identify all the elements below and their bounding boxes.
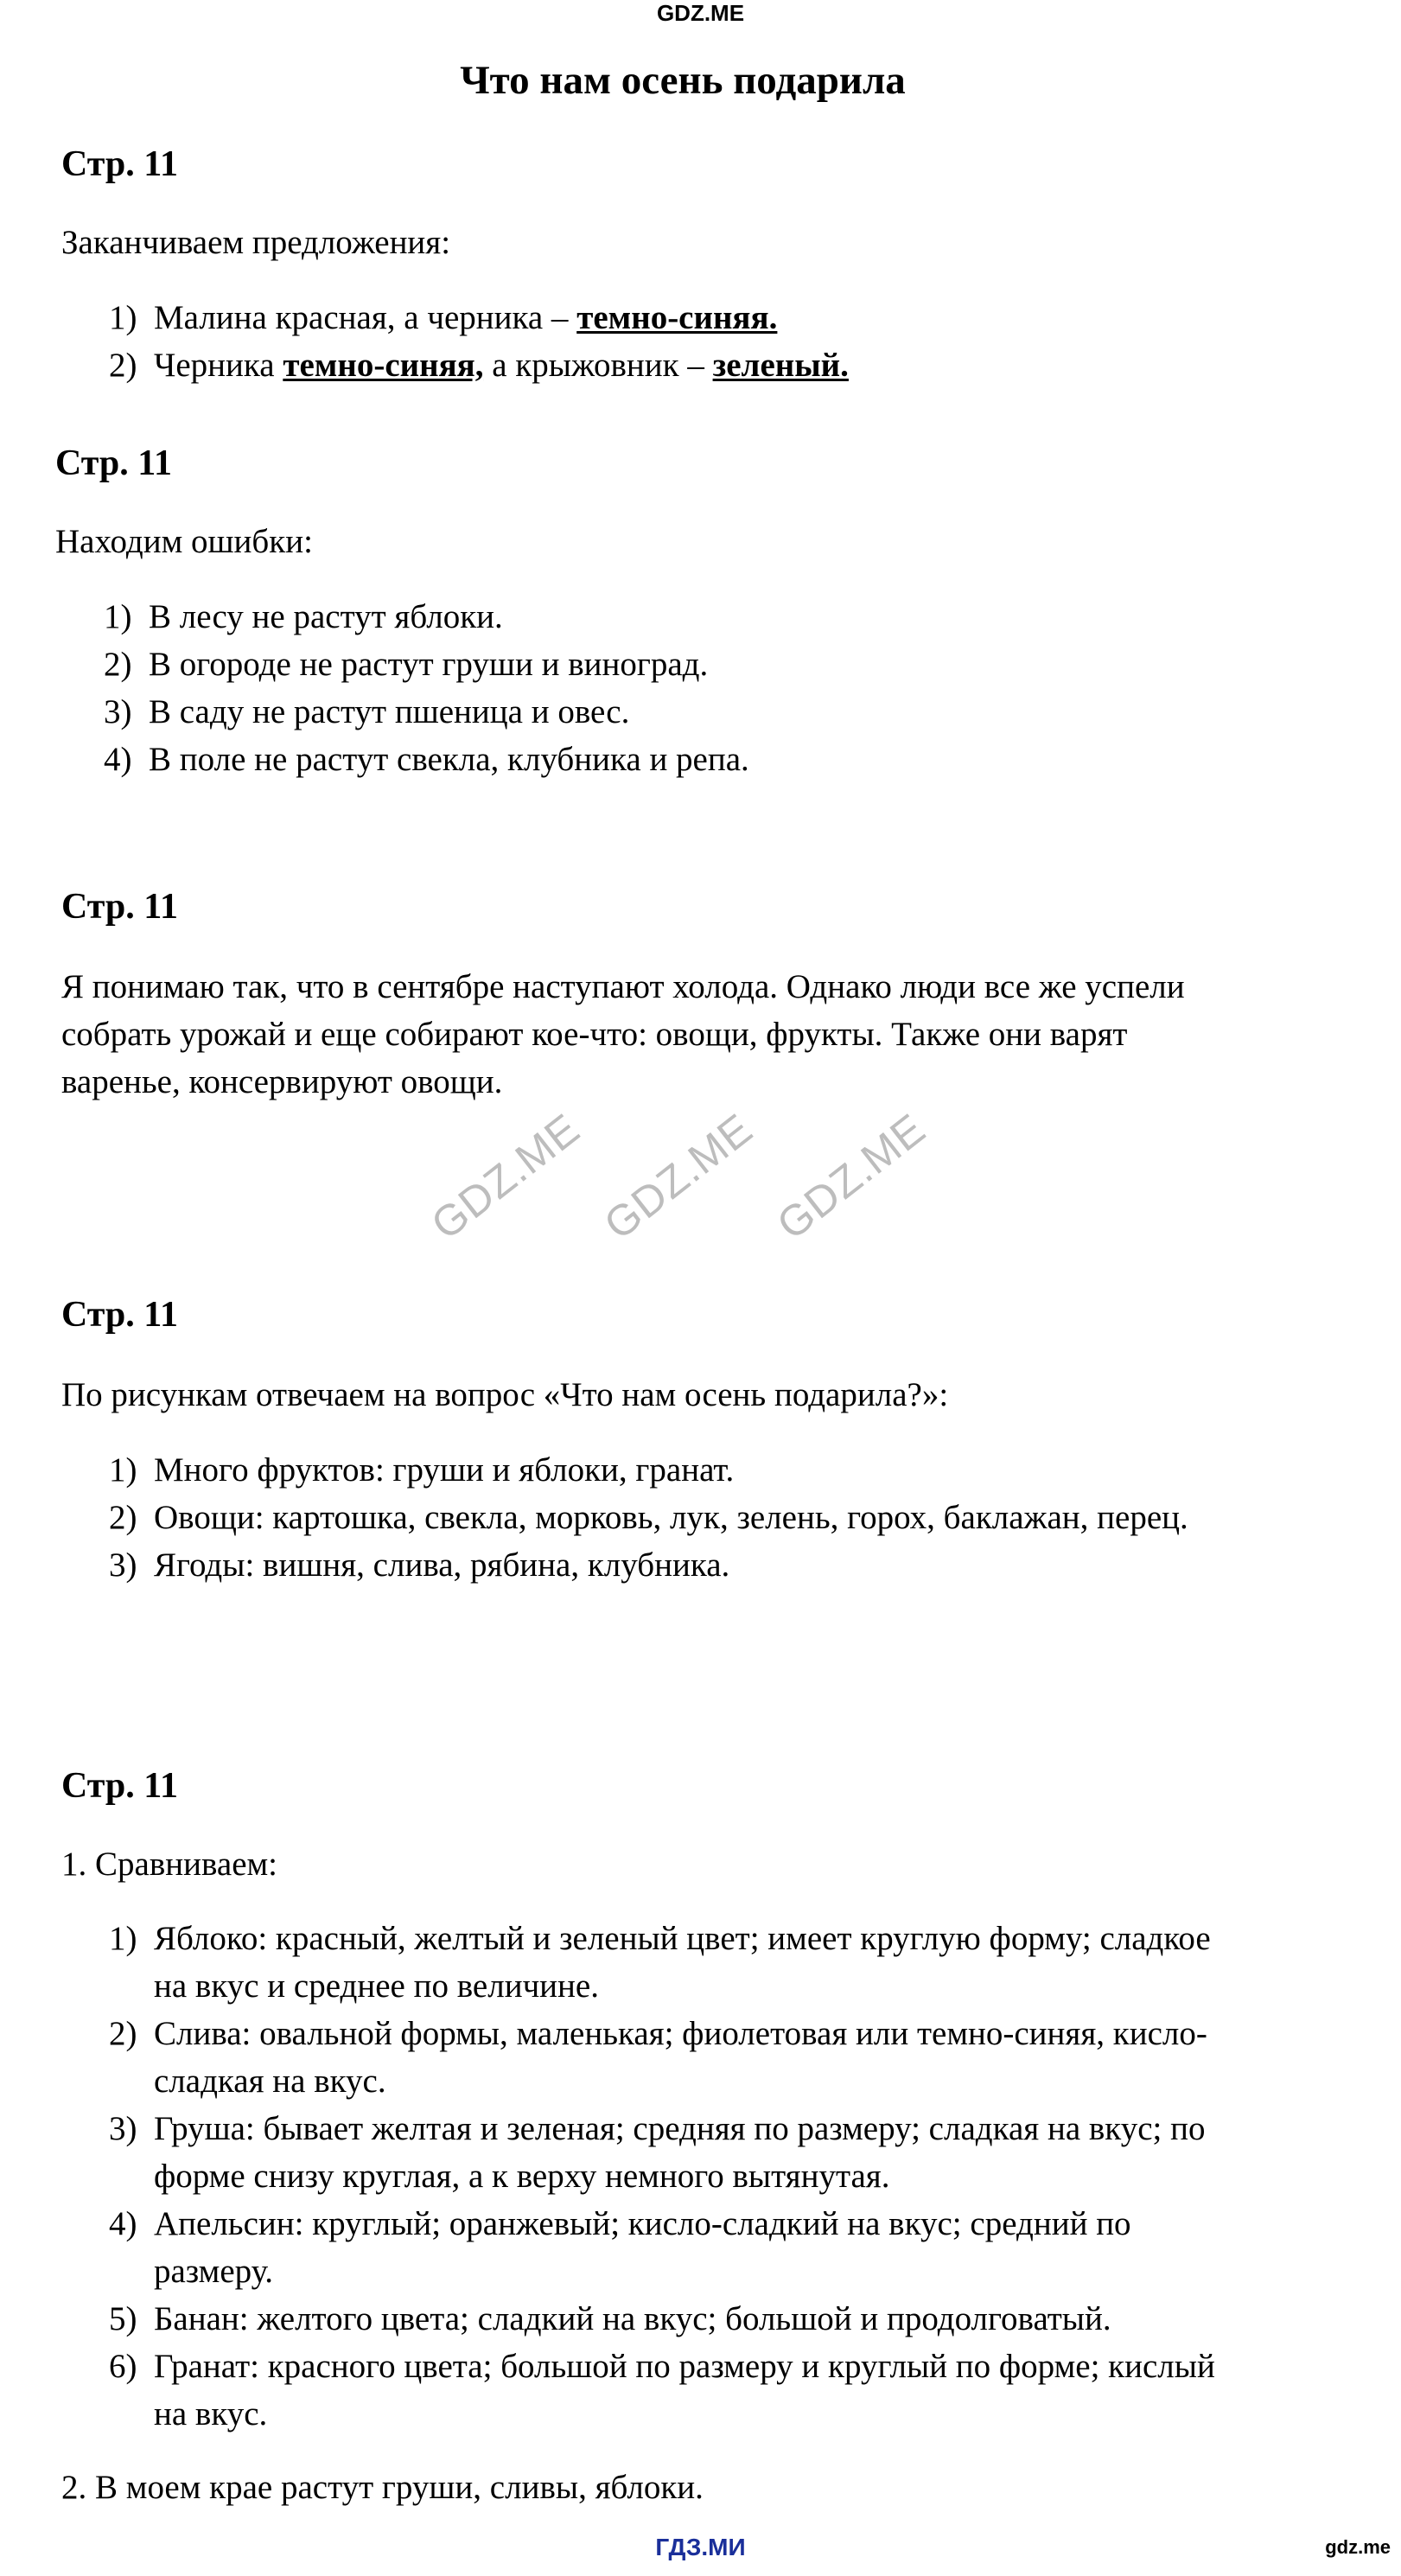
item-text: В саду не растут пшеница и овес. bbox=[149, 693, 630, 730]
section-heading: Стр. 11 bbox=[61, 887, 178, 927]
section-intro: 1. Сравниваем: bbox=[61, 1846, 278, 1883]
item-number: 6) bbox=[109, 2348, 137, 2385]
item-text: Овощи: картошка, свекла, морковь, лук, зелень, горох, баклажан, перец. bbox=[154, 1499, 1188, 1536]
list-item bbox=[104, 641, 749, 688]
answer-list bbox=[109, 1446, 1188, 1589]
answer-word: темно-синяя, bbox=[283, 347, 484, 384]
item-line: на вкус и среднее по величине. bbox=[154, 1967, 599, 2005]
item-number: 1) bbox=[109, 1451, 137, 1489]
list-item bbox=[109, 2010, 1215, 2105]
item-text: Черника bbox=[154, 347, 283, 384]
list-item bbox=[109, 1541, 1188, 1589]
item-text: а крыжовник – bbox=[483, 347, 713, 384]
site-footer-label: ГДЗ.МИ bbox=[655, 2534, 746, 2560]
section-intro: По рисункам отвечаем на вопрос «Что нам осень подарила?»: bbox=[61, 1376, 949, 1413]
answer-list bbox=[109, 1915, 1215, 2438]
list-item bbox=[109, 1494, 1188, 1541]
item-text: В лесу не растут яблоки. bbox=[149, 598, 503, 635]
list-item bbox=[104, 736, 749, 783]
item-number: 3) bbox=[109, 2110, 137, 2147]
item-number: 1) bbox=[109, 299, 137, 336]
item-line: сладкая на вкус. bbox=[154, 2063, 386, 2100]
watermark: GDZ.ME bbox=[595, 1104, 762, 1249]
section-outro: 2. В моем крае растут груши, сливы, яблоки. bbox=[61, 2469, 704, 2506]
page-title: Что нам осень подарила bbox=[460, 58, 906, 103]
item-number: 5) bbox=[109, 2300, 137, 2337]
item-number: 1) bbox=[109, 1920, 137, 1957]
item-number: 2) bbox=[109, 347, 137, 384]
item-text: В огороде не растут груши и виноград. bbox=[149, 646, 709, 683]
item-line: размеру. bbox=[154, 2253, 273, 2290]
paragraph-line: Я понимаю так, что в сентябре наступают холода. Однако люди все же успели bbox=[61, 968, 1185, 1005]
list-item bbox=[109, 1915, 1215, 2010]
answer-list bbox=[104, 593, 749, 783]
item-text: В поле не растут свекла, клубника и репа. bbox=[149, 741, 749, 778]
item-text: Много фруктов: груши и яблоки, гранат. bbox=[154, 1451, 735, 1489]
list-item bbox=[109, 2343, 1215, 2438]
item-number: 3) bbox=[109, 1546, 137, 1584]
list-item bbox=[109, 2200, 1215, 2295]
item-line: Яблоко: красный, желтый и зеленый цвет; имеет круглую форму; сладкое bbox=[154, 1920, 1211, 1957]
item-number: 1) bbox=[104, 598, 132, 635]
watermark: GDZ.ME bbox=[767, 1104, 935, 1249]
section-heading: Стр. 11 bbox=[61, 1766, 178, 1806]
watermark: GDZ.ME bbox=[422, 1104, 589, 1249]
section-intro: Находим ошибки: bbox=[55, 523, 313, 560]
item-line: Банан: желтого цвета; сладкий на вкус; большой и продолговатый. bbox=[154, 2300, 1111, 2337]
item-line: Гранат: красного цвета; большой по размеру и круглый по форме; кислый bbox=[154, 2348, 1215, 2385]
answer-list bbox=[109, 294, 849, 389]
item-number: 2) bbox=[109, 2015, 137, 2052]
item-number: 2) bbox=[109, 1499, 137, 1536]
answer-word: зеленый. bbox=[712, 347, 849, 384]
item-text: Ягоды: вишня, слива, рябина, клубника. bbox=[154, 1546, 730, 1584]
item-line: Слива: овальной формы, маленькая; фиолетовая или темно-синяя, кисло- bbox=[154, 2015, 1207, 2052]
section-intro: Заканчиваем предложения: bbox=[61, 224, 451, 261]
answer-word: темно-синяя. bbox=[576, 299, 778, 336]
list-item bbox=[109, 2105, 1215, 2200]
answer-paragraph bbox=[61, 963, 1185, 1106]
list-item bbox=[109, 2295, 1215, 2343]
list-item bbox=[104, 688, 749, 736]
list-item bbox=[109, 294, 849, 341]
list-item bbox=[104, 593, 749, 641]
item-number: 2) bbox=[104, 646, 132, 683]
paragraph-line: варенье, консервируют овощи. bbox=[61, 1063, 503, 1100]
item-line: форме снизу круглая, а к верху немного вытянутая. bbox=[154, 2158, 890, 2195]
section-heading: Стр. 11 bbox=[61, 144, 178, 184]
list-item bbox=[109, 1446, 1188, 1494]
item-number: 4) bbox=[104, 741, 132, 778]
section-heading: Стр. 11 bbox=[61, 1295, 178, 1335]
site-header-label: GDZ.ME bbox=[656, 0, 745, 26]
paragraph-line: собрать урожай и еще собирают кое-что: овощи, фрукты. Также они варят bbox=[61, 1016, 1128, 1053]
corner-site-label: gdz.me bbox=[1325, 2536, 1391, 2558]
list-item bbox=[109, 341, 849, 389]
item-line: на вкус. bbox=[154, 2395, 268, 2433]
item-line: Апельсин: круглый; оранжевый; кисло-сладкий на вкус; средний по bbox=[154, 2205, 1131, 2242]
item-number: 3) bbox=[104, 693, 132, 730]
section-heading: Стр. 11 bbox=[55, 443, 172, 483]
item-line: Груша: бывает желтая и зеленая; средняя по размеру; сладкая на вкус; по bbox=[154, 2110, 1206, 2147]
item-text: Малина красная, а черника – bbox=[154, 299, 577, 336]
item-number: 4) bbox=[109, 2205, 137, 2242]
